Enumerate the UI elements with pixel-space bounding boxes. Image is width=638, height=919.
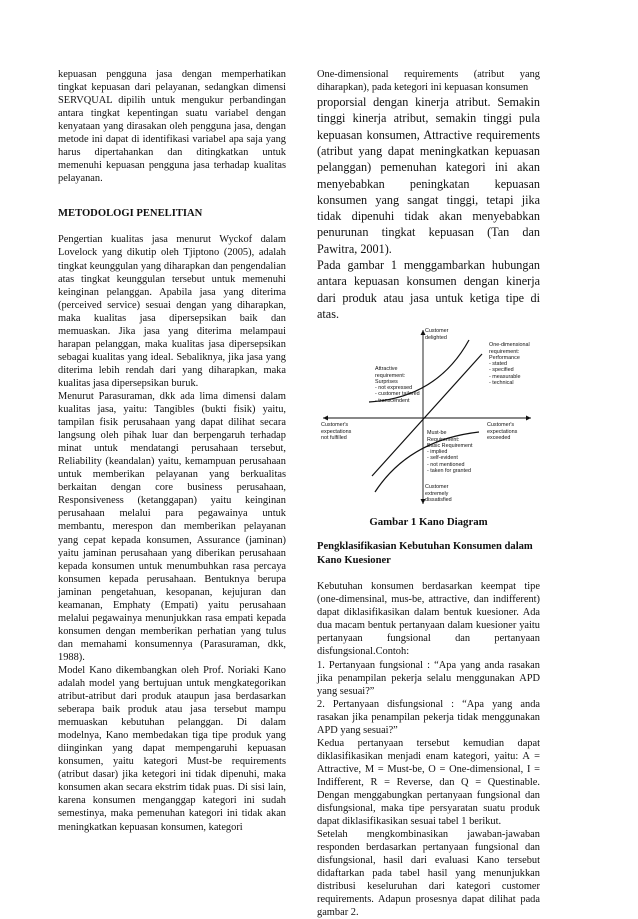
categories-paragraph: Kedua pertanyaan tersebut kemudian dapat diklasifikasikan menjadi enam kategori, yaitu: A = Attractive, M = Must-be, O = One-dimensional, I = Indifferent, R = Reverse, dan Q = Questinable. Dengan menggabungkan pertanyaan fungsional dan disfungsional, maka tipe persyaratan suatu produk dapat diklasifikasikan sesuai tabel 1 berikut. (317, 737, 540, 828)
classification-paragraph: Kebutuhan konsumen berdasarkan keempat tipe (one-dimensinal, mus-be, attractive, dan indifferent) dapat diklasifikasikan dalam bentuk kuesioner. Ada dua macam bentuk pertanyaan dalam kuesioner yaitu pertanyaan fungsional dan pertanyaan disfungsional.Contoh: (317, 581, 540, 658)
must-be-label: Must-be Requirement: Basic Requirement - implied - self-evident - not mentioned - taken for granted (427, 430, 473, 475)
customer-delighted-label: Customer delighted (425, 328, 449, 341)
kano-diagram (317, 326, 540, 508)
one-dimensional-label: One-dimensional requirement: Performance - stated - specified - measurable - technical (489, 342, 530, 387)
section-heading: METODOLOGI PENELITIAN (58, 208, 203, 220)
servqual-dimensions-paragraph: Menurut Parasuraman, dkk ada lima dimensi dalam kualitas jasa, yaitu: Tangibles (bukti fisik) yaitu, tampilan fisik perusahaan yang dapat dilihat secara langsung oleh pihak luar dan berpengaruh terhadap minat untuk mendatangi perusahaan tersebut, Reliability (keandalan) yaitu, kemampuan perusahaan untuk memberikan pelayanan yang berkualitas berkaitan dengan core business perusahaan, Responsiveness (ketanggapan) yaitu keinginan perusahaan melalui para pegawainya untuk membantu, merespon dan memberikan pelayanan yang cepat kepada konsumen, Assurance (jaminan) yaitu jaminan perusahaan yang diberikan perusahaan kepada konsumen untuk menumbuhkan rasa percaya konsumen kepada perusahaan. Bentuknya berupa jaminan pengetahuan, kesopanan, kejujuran dan keamanan, Emphaty (Empati) yaitu perusahaan melalui pegawainya menunjukkan rasa empati kepada konsumen dengan memberikan perhatian yang tulus dan memahami konsumennya (Parasuraman, dkk, 1988). (58, 390, 286, 663)
right-column (317, 68, 540, 919)
customer-dissatisfied-label: Customer extremely dissatisfied (425, 484, 452, 503)
evaluation-paragraph: Setelah mengkombinasikan jawaban-jawaban responden berdasarkan pertanyaan fungsional dan disfungsional, hasil dari evaluasi Kano tersebut didaftarkan pada tabel hasil yang menunjukkan distribusi keseluruhan dari kategori customer requirements. Adapun prosesnya dapat dilihat pada gambar 2. (317, 829, 540, 919)
left-column (58, 68, 286, 834)
attractive-paragraph: proporsial dengan kinerja atribut. Semakin tinggi kinerja atribut, semakin tinggi pula kepuasan konsumen, Attractive requirements (atribut yang dapat meningkatkan kepuasan pelanggan) pemenuhan kategori ini akan menyebabkan peningkatan kepuasan konsumen yang sangat tinggi, tetapi jika tidak dipenuhi tidak akan menyebabkan penurunan tingkat kepuasan (Tan dan Pawitra, 2001). (317, 95, 540, 256)
service-quality-paragraph: Pengertian kualitas jasa menurut Wyckof dalam Lovelock yang dikutip oleh Tjiptono (2005), adalah tingkat keunggulan yang diharapkan dan pengendalian atas tingkat keunggulan tersebut untuk memenuhi keinginan pelanggan. Apabila jasa yang diterima (perceived service) sesuai dengan yang diharapkan, maka kualitas jasa dipersepsikan baik dan memuaskan. Jika jasa yang diterima melampaui harapan pelanggan, maka kualitas jasa dipersepsikan sebagai kualitas yang ideal. Sebaliknya, jika jasa yang diterima lebih rendah dari yang diharapkan, maka kualitas jasa dipersepsikan buruk. (58, 234, 286, 389)
axis-arrow-left (323, 416, 328, 421)
expectations-exceeded-label: Customer's expectations exceeded (487, 422, 518, 441)
axis-arrow-right (526, 416, 531, 421)
attractive-label: Attractive requirement: Surprises - not expressed - customer tailored - transcendent (375, 366, 420, 404)
subsection-heading: Pengklasifikasian Kebutuhan Konsumen dalam Kano Kuesioner (317, 541, 533, 566)
expectations-not-fulfilled-label: Customer's expectations not fulfilled (321, 422, 352, 441)
one-dimensional-paragraph: One-dimensional requirements (atribut yang diharapkan), pada ketegori ini kepuasan konsumen (317, 69, 540, 94)
dysfunctional-question-paragraph: 2. Pertanyaan disfungsional : “Apa yang anda rasakan jika penampilan pekerja tidak menggunakan APD yang sesuai?” (317, 698, 540, 736)
figure-caption: Gambar 1 Kano Diagram (369, 516, 488, 529)
figure-intro-paragraph: Pada gambar 1 menggambarkan hubungan antara kepuasan konsumen dengan kinerja dari produk atau jasa untuk ketiga tipe di atas. (317, 258, 540, 321)
functional-question-paragraph: 1. Pertanyaan fungsional : “Apa yang anda rasakan jika penampilan pekerja selalu menggunakan APD yang sesuai?” (317, 659, 540, 697)
kano-model-paragraph: Model Kano dikembangkan oleh Prof. Noriaki Kano adalah model yang bertujuan untuk mengkategorikan atribut-atribut dari produk ataupun jasa berdasarkan seberapa baik produk atau jasa tersebut mampu memuaskan kebutuhan pelanggan. Di dalam modelnya, Kano membedakan tiga tipe produk yang diinginkan yang dapat mempengaruhi kepuasan konsumen, yaitu kategori Must-be requirements (atribut dasar) jika ketegori ini tidak dipenuhi, maka konsumen akan secara ekstrim tidak puas. Di sisi lain, karena konsumen menganggap kategori ini sudah semestinya, maka pemenuhan kategori ini tidak akan meningkatkan kepuasan konsumen, kategori (58, 664, 286, 833)
intro-paragraph: kepuasan pengguna jasa dengan memperhatikan tingkat kepuasan dari pelayanan, sedangkan dimensi SERVQUAL dipilih untuk mengukur perbandingan antara tingkat kepentingan suatu variabel dengan kenyataan yang dirasakan oleh pengguna jasa, dengan metode ini dapat di identifikasi variabel apa saja yang harus dipertahankan dan ditingkatkan untuk memenuhi kepuasan pengguna jasa terhadap kualitas pelayanan. (58, 69, 286, 185)
